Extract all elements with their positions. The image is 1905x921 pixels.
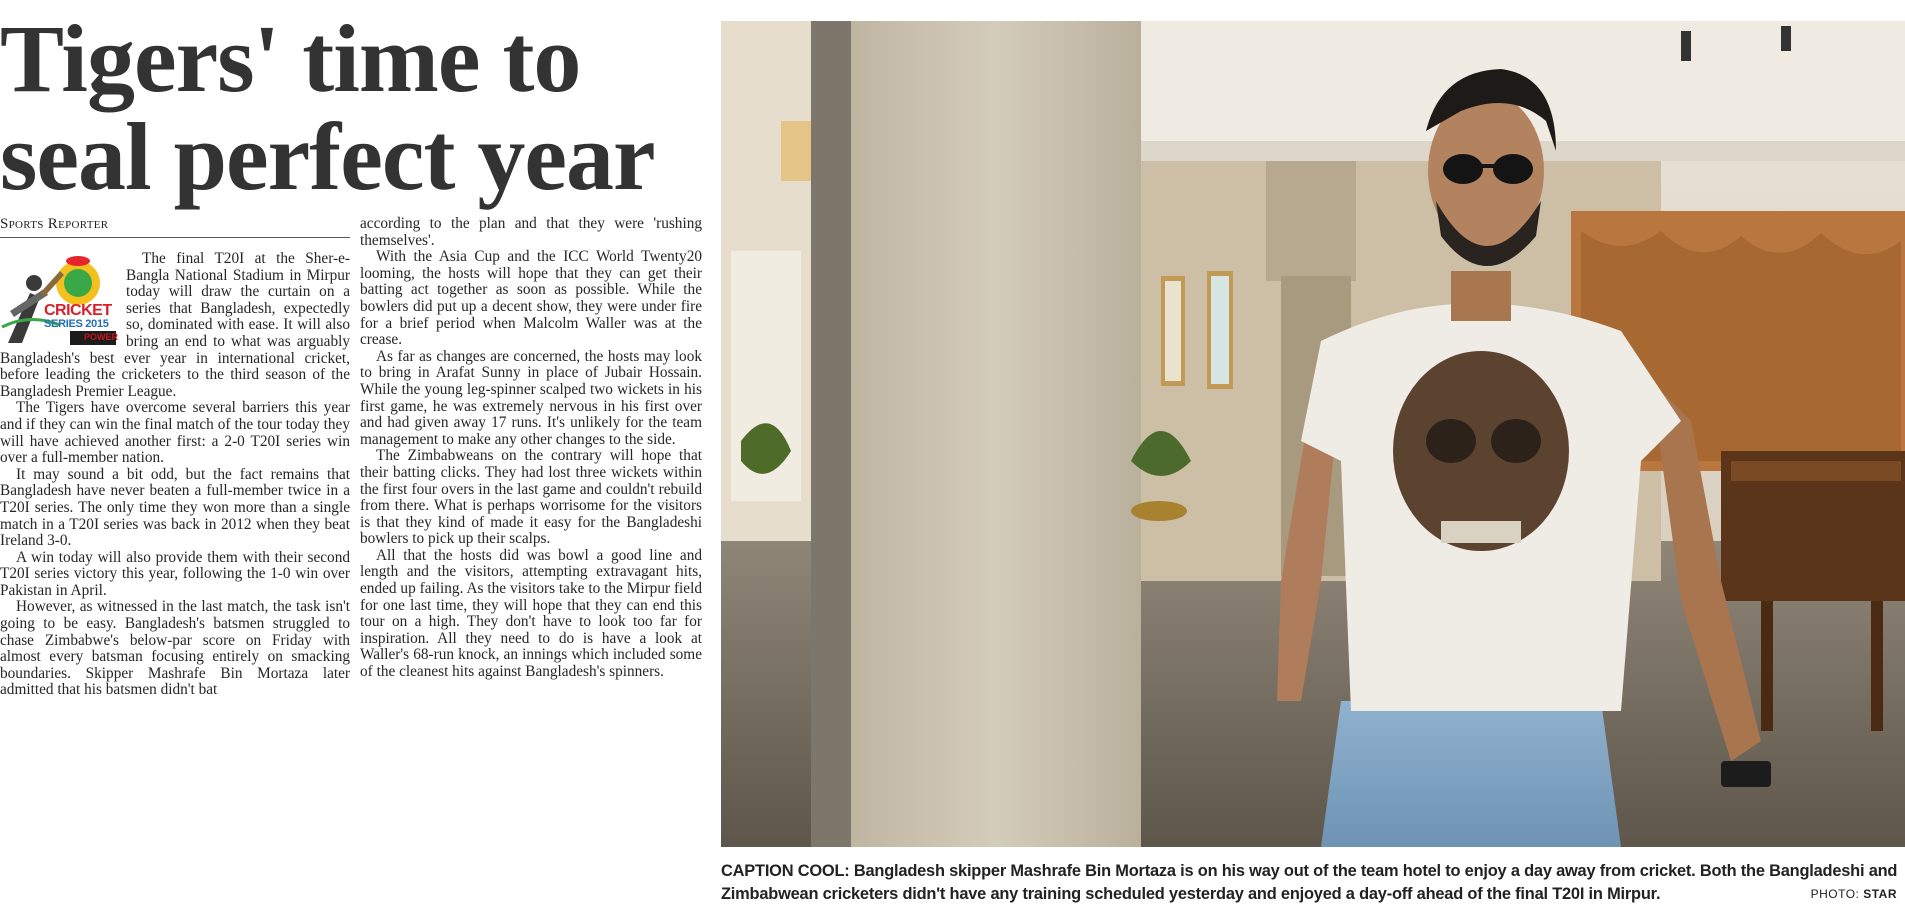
logo-text-series: SERIES 2015 (44, 318, 109, 330)
article-column-2 (360, 216, 702, 681)
article-paragraph: according to the plan and that they were 'rushing themselves'. (360, 215, 702, 249)
article-paragraph: It may sound a bit odd, but the fact remains that Bangladesh have never beaten a full-member twice in a T20I series. The only time they won more than a single match in a T20I series was back in 2012 when they beat Ireland 3-0. (0, 465, 350, 550)
article-paragraph: With the Asia Cup and the ICC World Twenty20 looming, the hosts will hope that they can get their batting act together as soon as possible. While the bowlers did put up a decent show, they were under fire for a brief period when Malcolm Waller was at the crease. (360, 248, 702, 349)
photo-credit-source: STAR (1863, 887, 1897, 901)
article-paragraph: All that the hosts did was bowl a good line and length and the visitors, attempting extravagant hits, ended up failing. As the visitors take to the Mirpur field for one last time, they will hope that they can end this tour on a high. They don't have to look too far for inspiration. All they need to do is have a look at Waller's 68-run knock, an innings which included some of the cleanest hits against Bangladesh's spinners. (360, 546, 702, 681)
article-paragraph: The Zimbabweans on the contrary will hope that their batting clicks. They had lost three wickets within the first four overs in the last game and couldn't rebuild from there. What is perhaps worrisome for the visitors is that they kind of made it easy for the Bangladeshi bowlers to pick up their scalps. (360, 447, 702, 548)
photo-caption: CAPTION COOL: Bangladesh skipper Mashrafe Bin Mortaza is on his way out of the team hotel to enjoy a day away from cricket. Both the Bangladeshi and Zimbabwean cricketers didn't have any training scheduled yesterday and enjoyed a day-off ahead of the final T20I in Mirpur. (721, 862, 1898, 903)
headline-line-2: seal perfect year (0, 103, 655, 210)
photo-credit (1811, 887, 1897, 901)
logo-text-power: POWER (84, 332, 119, 342)
photo-illustration (721, 21, 1905, 847)
byline: Sports Reporter (0, 216, 350, 238)
headline-line-1: Tigers' time to (0, 5, 581, 112)
headline (0, 5, 700, 210)
article-paragraph: The final T20I at the Sher-e-Bangla National Stadium in Mirpur today will draw the curtain on a series that Bangladesh, expectedly so, dominated with ease. It will also bring an end to what was arguably Bangladesh's best ever year in international cricket, before leading the cricketers to the third season of the Bangladesh Premier League. (0, 250, 350, 400)
article-paragraph: As far as changes are concerned, the hosts may look to bring in Arafat Sunny in place of Jubair Hossain. While the young leg-spinner scalped two wickets in his first game, he was extremely nervous in his first over and had given away 17 runs. It's unlikely for the team management to make any other changes to the side. (360, 347, 702, 448)
photo-credit-prefix: PHOTO: (1810, 887, 1860, 901)
article-paragraph: However, as witnessed in the last match, the task isn't going to be easy. Bangladesh's batsmen struggled to chase Zimbabwe's below-par score on Friday with almost every batsman focusing entirely on smacking boundaries. Skipper Mashrafe Bin Mortaza later admitted that his batsmen didn't bat (0, 598, 350, 699)
article-column-1 (0, 251, 350, 699)
news-photo (721, 21, 1905, 847)
cricket-series-logo (0, 253, 118, 347)
logo-text-cricket: CRICKET (44, 302, 112, 319)
article-paragraph: The Tigers have overcome several barriers this year and if they can win the final match of the tour today they will have achieved another first: a 2-0 T20I series win over a full-member nation. (0, 399, 350, 467)
article-paragraph: A win today will also provide them with their second T20I series victory this year, following the 1-0 win over Pakistan in April. (0, 548, 350, 599)
